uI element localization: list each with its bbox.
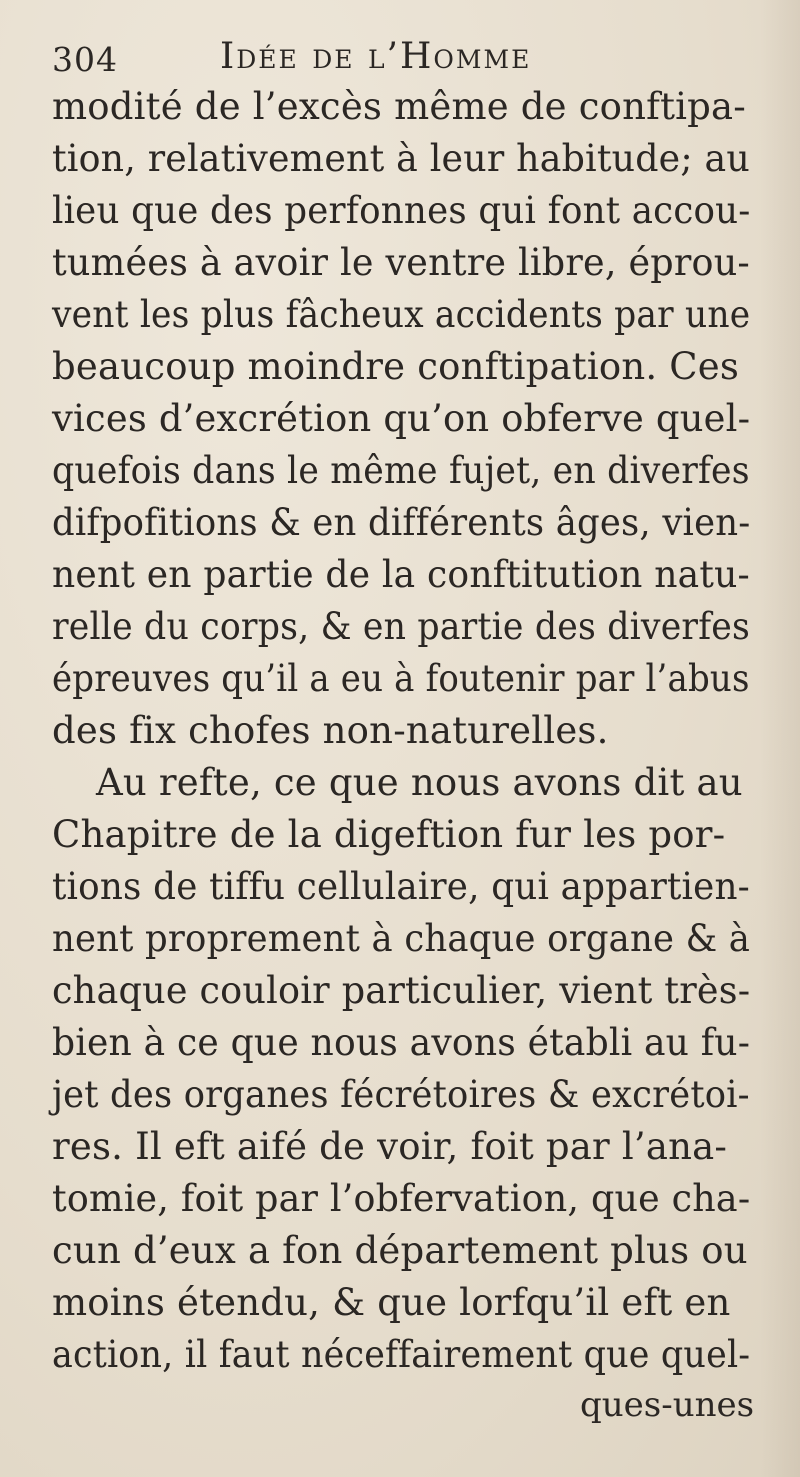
text-line: des fix chofes non-naturelles. [52,709,609,752]
text-line: bien à ce que nous avons établi au fu- [52,1021,751,1064]
text-line: tumées à avoir le ventre libre, éprou- [52,241,750,284]
text-line: jet des organes fécrétoires & excrétoi- [52,1073,750,1116]
text-line: cun d’eux a fon département plus ou [52,1229,748,1272]
text-line: beaucoup moindre conftipation. Ces [52,345,740,388]
text-line: nent en partie de la conftitution natu- [52,553,750,596]
text-line: moins étendu, & que lorfqu’il eft en [52,1281,731,1324]
text-line: action, il faut néceffairement que quel- [52,1333,751,1376]
text-line: difpofitions & en différents âges, vien- [52,501,751,544]
text-line: nent proprement à chaque organe & à [52,917,751,960]
text-line: chaque couloir particulier, vient très- [52,969,751,1012]
text-line: épreuves qu’il a eu à foutenir par l’abus [52,657,750,700]
catchword: ques-unes [580,1385,755,1425]
text-line: res. Il eft aifé de voir, foit par l’ana- [52,1125,728,1168]
page-header [52,36,752,84]
text-line: Chapitre de la digeftion fur les por- [52,813,726,856]
text-line: vices d’excrétion qu’on obferve quel- [52,397,751,440]
paragraph-start-line: Au refte, ce que nous avons dit au [96,761,743,804]
text-line: tomie, foit par l’obfervation, que cha- [52,1177,751,1220]
text-line: tion, relativement à leur habitude; au [52,137,750,180]
page-number: 304 [52,40,118,79]
text-line: relle du corps, & en partie des diverfes [52,605,750,648]
running-head: Idée de l’Homme [220,36,532,77]
page-edge-shadow [760,0,800,1477]
text-line: modité de l’excès même de conftipa- [52,85,747,128]
text-line: quefois dans le même fujet, en diverfes [52,449,750,492]
text-line: tions de tiffu cellulaire, qui appartien- [52,865,750,908]
text-line: lieu que des perfonnes qui font accou- [52,189,751,232]
text-line: vent les plus fâcheux accidents par une [52,293,751,336]
